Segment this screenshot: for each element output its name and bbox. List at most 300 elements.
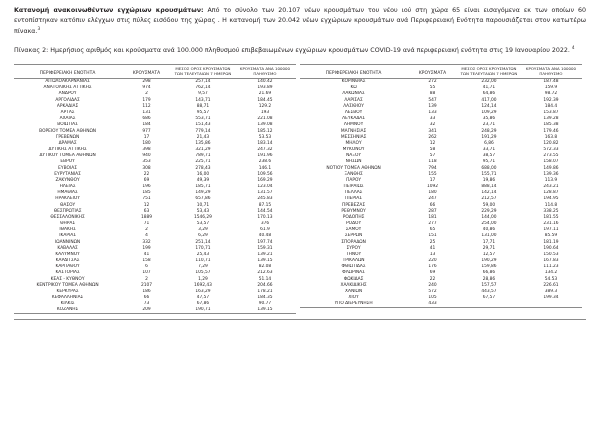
cell-region: ΡΟΔΟΥ <box>346 221 362 227</box>
cell-region: ΚΩ <box>350 85 357 91</box>
cell-per100k: 54.53 <box>544 276 558 282</box>
cell-region: ΑΙΤΩΛΟΑΚΑΡΝΑΝΙΑΣ <box>45 79 90 85</box>
cell-per100k: 139.15 <box>257 258 273 264</box>
cell-avg7: 38,57 <box>482 153 496 159</box>
cell-per100k: 21.69 <box>258 91 272 97</box>
cell-cases: 57 <box>429 153 436 159</box>
cell-avg7: 149,29 <box>195 190 211 196</box>
cell-avg7: 185,71 <box>195 184 211 190</box>
cell-avg7: 124,14 <box>481 103 497 109</box>
cell-avg7: 16,00 <box>196 171 210 177</box>
cell-region: ΜΗΛΟΥ <box>345 140 362 146</box>
cell-avg7: 19,86 <box>482 177 496 183</box>
cell-region: ΣΑΜΟΥ <box>345 227 362 233</box>
cell-avg7: 888,14 <box>481 184 497 190</box>
cell-avg7: 109,29 <box>481 109 497 115</box>
cell-cases: 22 <box>143 171 150 177</box>
cell-cases: 151 <box>428 233 437 239</box>
cell-avg7: 105,57 <box>195 270 211 276</box>
cell-cases: 298 <box>142 79 151 85</box>
header-cases: ΚΡΟΥΣΜΑΤΑ <box>407 66 458 78</box>
cell-per100k: 204.66 <box>257 282 273 288</box>
cell-avg7: 143,71 <box>195 97 211 103</box>
intro-footnote-marker: 3 <box>37 25 41 31</box>
cell-cases: 4 <box>145 233 148 239</box>
cell-avg7: 278,43 <box>195 165 211 171</box>
cell-region: ΚΟΡΙΝΘΙΑΣ <box>341 79 366 85</box>
cell-cases: 65 <box>429 227 436 233</box>
cell-region: ΤΡΙΚΑΛΩΝ <box>342 258 365 264</box>
cell-per100k: 184.4 <box>544 103 558 109</box>
cell-region: ΚΙΛΚΙΣ <box>60 301 75 307</box>
cell-region: ΑΝΔΡΟΥ <box>58 91 77 97</box>
cell-avg7: 1546,29 <box>193 214 212 220</box>
header-per100k-line2: ΠΛΗΘΥΣΜΟ <box>253 71 277 77</box>
header-cases: ΚΡΟΥΣΜΑΤΑ <box>121 66 172 78</box>
cell-per100k: 163.8 <box>544 134 558 140</box>
cell-avg7: 155,71 <box>481 171 497 177</box>
cell-cases: 41 <box>429 245 436 251</box>
table-caption-text: Πίνακας 2: Ημερήσιος αριθμός και κρούσματα ανά 100.000 πληθυσμού επιβεβαιωμένων εγχώριων κρουσμάτων COVID-19 ανά περιφερειακή ενότητα στις 19 Ιανουαρίου 2022. <box>14 47 572 55</box>
regional-cases-table-right <box>300 66 582 308</box>
cell-avg7: 254,00 <box>481 221 497 227</box>
cell-per100k: 243.21 <box>543 184 559 190</box>
table-row <box>300 301 582 308</box>
cell-avg7: 17,71 <box>482 239 496 245</box>
cell-cases: 105 <box>428 295 437 301</box>
cell-per100k: 159.9 <box>544 85 558 91</box>
cell-region: ΣΥΡΟΥ <box>346 245 361 251</box>
cell-region: ΔΥΤΙΚΟΥ ΤΟΜΕΑ ΑΘΗΝΩΝ <box>39 153 96 159</box>
cell-per100k: 197.11 <box>543 227 559 233</box>
cell-cases: 12 <box>429 140 436 146</box>
cell-per100k: 167.83 <box>543 258 559 264</box>
cell-avg7 <box>458 301 520 308</box>
cell-cases: 6 <box>145 264 148 270</box>
cell-per100k: 131.57 <box>257 190 273 196</box>
cell-per100k: 247.32 <box>257 147 273 153</box>
cell-region: ΠΙΕΡΙΑΣ <box>345 196 363 202</box>
cell-cases: 32 <box>429 122 436 128</box>
cell-avg7: 553,71 <box>195 116 211 122</box>
cell-region: ΕΒΡΟΥ <box>60 159 75 165</box>
cell-region: ΙΚΑΡΙΑΣ <box>59 233 76 239</box>
cell-avg7: 12,57 <box>482 251 496 257</box>
header-avg7 <box>458 66 520 78</box>
cell-avg7: 33,71 <box>482 147 496 153</box>
cell-avg7: 28,86 <box>482 276 496 282</box>
cell-cases: 262 <box>428 134 437 140</box>
cell-avg7: 41,71 <box>482 85 496 91</box>
cell-avg7: 257,14 <box>195 79 211 85</box>
cell-avg7: 762,14 <box>195 85 211 91</box>
cell-cases: 341 <box>428 128 437 134</box>
cell-per100k: 238.6 <box>258 159 272 165</box>
cell-cases: 199 <box>142 245 151 251</box>
cell-avg7: 53,57 <box>196 221 210 227</box>
cell-cases: 398 <box>142 147 151 153</box>
cell-region: ΡΟΔΟΠΗΣ <box>342 214 365 220</box>
cell-avg7: 64,86 <box>482 91 496 97</box>
cell-per100k <box>520 301 582 308</box>
cell-per100k: 98.72 <box>544 91 558 97</box>
cell-avg7: 1,29 <box>198 276 208 282</box>
right-table-head <box>300 66 582 78</box>
cell-region: ΠΕΙΡΑΙΩΣ <box>343 184 364 190</box>
cell-cases: 118 <box>428 159 437 165</box>
table-row <box>14 78 296 85</box>
cell-cases: 133 <box>428 109 437 115</box>
cell-cases: 185 <box>142 190 151 196</box>
left-table-head <box>14 66 296 78</box>
cell-cases: 1092 <box>427 184 439 190</box>
cell-avg7: 191,29 <box>481 134 497 140</box>
cell-region: ΒΟΙΩΤΙΑΣ <box>57 122 78 128</box>
cell-avg7: 131,00 <box>481 233 497 239</box>
cell-avg7: 9,57 <box>198 91 208 97</box>
cell-avg7: 159,86 <box>481 264 497 270</box>
cell-region: ΦΩΚΙΔΑΣ <box>343 276 364 282</box>
cell-region: ΚΑΣΤΟΡΙΑΣ <box>55 270 80 276</box>
cell-avg7: 6,29 <box>198 233 208 239</box>
cell-avg7: 157,57 <box>481 282 497 288</box>
cell-avg7: 6,86 <box>484 140 494 146</box>
cell-avg7: 67,86 <box>196 301 210 307</box>
cell-avg7: 789,71 <box>195 153 211 159</box>
cell-per100k: 128.87 <box>543 190 559 196</box>
cell-avg7: 110,71 <box>195 258 211 264</box>
cell-cases: 940 <box>142 153 151 159</box>
caption-footnote-marker: 4 <box>571 45 575 51</box>
cell-per100k: 139.36 <box>543 171 559 177</box>
cell-avg7: 59,00 <box>482 202 496 208</box>
cell-region: ΦΘΙΩΤΙΔΑΣ <box>341 264 366 270</box>
cell-cases: 272 <box>428 79 437 85</box>
cell-per100k: 193 <box>260 109 270 115</box>
table-row <box>300 78 582 85</box>
cell-per100k: 221.08 <box>257 116 273 122</box>
cell-region: ΛΕΥΚΑΔΑΣ <box>342 116 366 122</box>
header-avg7-line2: ΤΩΝ ΤΕΛΕΥΤΑΙΩΝ 7 ΗΜΕΡΩΝ <box>174 71 232 77</box>
cell-region: ΑΧΑΪΑΣ <box>59 116 76 122</box>
cell-per100k: 184.35 <box>257 295 273 301</box>
cell-region: ΚΑΡΔΙΤΣΑΣ <box>55 258 80 264</box>
cell-region: ΖΑΚΥΝΘΟΥ <box>55 177 80 183</box>
header-per100k <box>234 66 296 78</box>
cell-region: ΧΑΝΙΩΝ <box>345 288 363 294</box>
cell-cases: 1889 <box>141 214 153 220</box>
cell-region: ΕΥΡΥΤΑΝΙΑΣ <box>54 171 81 177</box>
cell-per100k: 146.1 <box>258 165 272 171</box>
cell-per100k: 139.08 <box>257 122 273 128</box>
cell-avg7: 657,86 <box>195 196 211 202</box>
cell-per100k: 82.08 <box>258 264 272 270</box>
cell-cases: 181 <box>428 214 437 220</box>
cell-region: ΜΑΓΝΗΣΙΑΣ <box>340 128 367 134</box>
cell-avg7: 3,29 <box>198 227 208 233</box>
cell-cases: 220 <box>428 258 437 264</box>
cell-region: ΤΗΝΟΥ <box>345 251 362 257</box>
cell-per100k: 170.13 <box>257 214 273 220</box>
cell-avg7: 170,71 <box>195 245 211 251</box>
cell-avg7: 190,71 <box>172 307 234 314</box>
cell-per100k: 159.31 <box>257 245 273 251</box>
left-table-wrapper <box>14 64 300 314</box>
cell-per100k: 185.38 <box>543 122 559 128</box>
cell-region: ΘΕΣΠΡΩΤΙΑΣ <box>53 208 82 214</box>
cell-per100k: 190.64 <box>543 245 559 251</box>
cell-per100k: 376 <box>260 221 270 227</box>
cell-region: ΜΕΣΣΗΝΙΑΣ <box>340 134 367 140</box>
cell-avg7: 95,71 <box>482 159 496 165</box>
cell-cases: 2 <box>145 227 148 233</box>
cell-cases: 107 <box>142 270 151 276</box>
cell-cases: 2 <box>145 91 148 97</box>
cell-cases: 287 <box>428 208 437 214</box>
cell-avg7: 248,29 <box>481 128 497 134</box>
cell-region: ΘΗΡΑΣ <box>60 221 76 227</box>
cell-per100k: 153.87 <box>543 109 559 115</box>
cell-avg7: 190,29 <box>481 258 497 264</box>
cell-cases: 186 <box>142 288 151 294</box>
cell-per100k: 123.04 <box>257 184 273 190</box>
cell-cases: 686 <box>142 116 151 122</box>
header-per100k-line1: ΚΡΟΥΣΜΑΤΑ ΑΝΑ 100000 <box>525 66 577 72</box>
cell-per100k: 192.39 <box>543 97 559 103</box>
tables-container <box>14 64 586 314</box>
cell-avg7: 779,14 <box>195 128 211 134</box>
cell-per100k: 245.83 <box>257 196 273 202</box>
cell-cases: 547 <box>428 97 437 103</box>
cell-region: ΙΘΑΚΗΣ <box>59 227 76 233</box>
header-avg7-line2: ΤΩΝ ΤΕΛΕΥΤΑΙΩΝ 7 ΗΜΕΡΩΝ <box>460 71 518 77</box>
cell-region: ΠΡΕΒΕΖΑΣ <box>342 202 366 208</box>
cell-region: ΛΑΚΩΝΙΑΣ <box>342 91 365 97</box>
cell-per100k: 183.14 <box>257 140 273 146</box>
cell-region: ΠΕΛΛΑΣ <box>344 190 363 196</box>
regional-cases-table-left <box>14 66 296 314</box>
cell-avg7: 40,86 <box>482 227 496 233</box>
cell-avg7: 66,86 <box>482 270 496 276</box>
cell-region: ΦΛΩΡΙΝΑΣ <box>342 270 365 276</box>
cell-per100k: 191.96 <box>257 153 273 159</box>
cell-avg7: 232,00 <box>481 79 497 85</box>
cell-cases: 69 <box>143 177 150 183</box>
cell-cases: 977 <box>142 128 151 134</box>
cell-cases: 17 <box>143 134 150 140</box>
cell-cases: 22 <box>429 276 436 282</box>
cell-region: ΝΟΤΙΟΥ ΤΟΜΕΑ ΑΘΗΝΩΝ <box>326 165 381 171</box>
cell-avg7: 443,57 <box>481 288 497 294</box>
cell-avg7: 53,43 <box>196 208 210 214</box>
cell-region: ΞΑΝΘΗΣ <box>344 171 363 177</box>
cell-per100k: 87.15 <box>258 202 272 208</box>
cell-region: ΝΑΞΟΥ <box>346 153 362 159</box>
cell-region: ΑΡΤΑΣ <box>60 109 75 115</box>
cell-per100k: 111.23 <box>543 264 559 270</box>
cell-cases: 332 <box>142 239 151 245</box>
cell-cases: 184 <box>142 122 151 128</box>
cell-avg7: 225,71 <box>195 159 211 165</box>
cell-region: ΚΑΒΑΛΑΣ <box>57 245 78 251</box>
cell-cases: 196 <box>142 184 151 190</box>
cell-cases: 433 <box>407 301 458 308</box>
cell-region: ΜΥΚΟΝΟΥ <box>342 147 365 153</box>
cell-region: ΚΑΡΠΑΘΟΥ <box>55 264 80 270</box>
cell-per100k: 114.8 <box>544 202 558 208</box>
cell-cases: 572 <box>428 288 437 294</box>
cell-per100k: 139.21 <box>257 251 273 257</box>
cell-avg7: 142,14 <box>481 190 497 196</box>
cell-avg7: 144,00 <box>481 214 497 220</box>
cell-per100k: 158.07 <box>543 159 559 165</box>
cell-region: ΑΡΚΑΔΙΑΣ <box>56 103 79 109</box>
cell-per100k: 197.74 <box>257 239 273 245</box>
header-region: ΠΕΡΙΦΕΡΕΙΑΚΗ ΕΝΟΤΗΤΑ <box>14 66 121 78</box>
cell-per100k: 338.25 <box>543 208 559 214</box>
cell-per100k: 181.55 <box>543 214 559 220</box>
cell-region: ΚΕΑΣ - ΚΥΘΝΟΥ <box>50 276 85 282</box>
cell-per100k: 194.95 <box>543 196 559 202</box>
cell-region: ΧΑΛΚΙΔΙΚΗΣ <box>340 282 367 288</box>
cell-avg7: 95,57 <box>196 109 210 115</box>
cell-region: ΚΕΝΤΡΙΚΟΥ ΤΟΜΕΑ ΑΘΗΝΩΝ <box>36 282 99 288</box>
cell-per100k: 139.28 <box>543 116 559 122</box>
cell-region: ΥΠΟ ΔΙΕΡΕΥΝΗΣΗ <box>300 301 407 308</box>
right-table-wrapper <box>300 64 586 314</box>
cell-avg7: 417,00 <box>481 97 497 103</box>
cell-avg7: 688,00 <box>481 165 497 171</box>
header-per100k-line1: ΚΡΟΥΣΜΑΤΑ ΑΝΑ 100000 <box>239 66 291 72</box>
left-header-row <box>14 66 296 78</box>
cell-per100k: 178.21 <box>257 288 273 294</box>
cell-cases: 88 <box>429 91 436 97</box>
cell-region: ΒΟΡΕΙΟΥ ΤΟΜΕΑ ΑΘΗΝΩΝ <box>39 128 97 134</box>
left-table-body <box>14 78 296 314</box>
right-table-body <box>300 78 582 307</box>
cell-per100k: 389.3 <box>544 288 558 294</box>
cell-avg7: 10,71 <box>196 202 210 208</box>
cell-cases: 25 <box>429 239 436 245</box>
intro-body: Από το σύνολο των 20.107 νέων κρουσμάτων του νέου ιού στη χώρα 65 είναι εισαγόμενα εκ των οποίων 60 εντοπίστηκαν κατόπιν ελέγχων στις πύλες εισόδου της χώρας . Η κατανομή των 20.042 νέων εγχώριων κρουσμάτων ανά Περιφερειακή Ενότητα παρουσιάζεται στον κατωτέρω πίνακα. <box>14 7 586 35</box>
cell-region: ΔΡΑΜΑΣ <box>58 140 77 146</box>
cell-region: ΡΕΘΥΜΝΟΥ <box>341 208 366 214</box>
cell-cases: 155 <box>428 171 437 177</box>
cell-cases: 13 <box>429 251 436 257</box>
cell-avg7: 321,29 <box>195 147 211 153</box>
cell-region: ΑΡΓΟΛΙΔΑΣ <box>55 97 80 103</box>
cell-region: ΗΛΕΙΑΣ <box>59 184 76 190</box>
cell-cases: 139 <box>428 103 437 109</box>
cell-avg7: 7,29 <box>198 264 208 270</box>
page-bottom-rule <box>14 319 586 320</box>
cell-cases: 58 <box>429 147 436 153</box>
cell-cases: 179 <box>142 97 151 103</box>
cell-region: ΚΕΦΑΛΛΗΝΙΑΣ <box>51 295 84 301</box>
cell-cases: 180 <box>428 190 437 196</box>
cell-cases: 974 <box>142 85 151 91</box>
cell-avg7: 163,29 <box>195 288 211 294</box>
cell-cases: 12 <box>143 202 150 208</box>
cell-cases: 180 <box>142 140 151 146</box>
cell-avg7: 35,86 <box>482 116 496 122</box>
header-per100k <box>520 66 582 78</box>
cell-per100k: 187.48 <box>543 79 559 85</box>
right-header-row <box>300 66 582 78</box>
cell-region: ΘΕΣΣΑΛΟΝΙΚΗΣ <box>50 214 85 220</box>
cell-avg7: 25,43 <box>196 251 210 257</box>
header-per100k-line2: ΠΛΗΘΥΣΜΟ <box>539 71 563 77</box>
cell-region: ΓΡΕΒΕΝΩΝ <box>55 134 80 140</box>
cell-avg7: 1692,43 <box>193 282 212 288</box>
cell-per100k: 149.86 <box>543 165 559 171</box>
cell-avg7: 212,57 <box>481 196 497 202</box>
cell-cases: 794 <box>428 165 437 171</box>
cell-per100k: 185.12 <box>257 128 273 134</box>
left-table-top-rule <box>14 64 296 65</box>
header-avg7-line1: ΜΕΣΟΣ ΟΡΟΣ ΚΡΟΥΣΜΑΤΩΝ <box>461 66 517 72</box>
cell-cases: 55 <box>429 85 436 91</box>
cell-cases: 41 <box>143 251 150 257</box>
cell-region: ΘΑΣΟΥ <box>59 202 76 208</box>
cell-per100k: 40.48 <box>258 233 272 239</box>
cell-per100k: 273.55 <box>543 153 559 159</box>
right-table-top-rule <box>300 64 582 65</box>
cell-avg7: 47,57 <box>196 295 210 301</box>
cell-per100k: 139.15 <box>234 307 296 314</box>
cell-cases: 209 <box>121 307 172 314</box>
cell-per100k: 53.53 <box>258 134 272 140</box>
intro-paragraph <box>14 6 586 36</box>
cell-per100k: 51.14 <box>258 276 272 282</box>
cell-region: ΣΠΟΡΑΔΩΝ <box>341 239 366 245</box>
cell-cases: 751 <box>142 196 151 202</box>
cell-avg7: 88,71 <box>196 103 210 109</box>
cell-avg7: 251,14 <box>195 239 211 245</box>
cell-region: ΝΗΣΩΝ <box>345 159 362 165</box>
header-avg7 <box>172 66 234 78</box>
cell-per100k: 193.89 <box>257 85 273 91</box>
cell-per100k: 120.82 <box>543 140 559 146</box>
cell-cases: 158 <box>142 258 151 264</box>
cell-per100k: 140.42 <box>257 79 273 85</box>
cell-avg7: 67,57 <box>482 295 496 301</box>
cell-cases: 63 <box>143 208 150 214</box>
cell-per100k: 113.9 <box>544 177 558 183</box>
cell-per100k: 199.34 <box>543 295 559 301</box>
cell-cases: 2107 <box>141 282 153 288</box>
cell-avg7: 49,39 <box>196 177 210 183</box>
cell-per100k: 181.19 <box>543 239 559 245</box>
cell-avg7: 21,43 <box>196 134 210 140</box>
cell-cases: 308 <box>142 165 151 171</box>
cell-region: ΛΑΣΙΘΙΟΥ <box>343 103 364 109</box>
cell-cases: 247 <box>428 196 437 202</box>
cell-region: ΔΥΤΙΚΗΣ ΑΤΤΙΚΗΣ <box>48 147 87 153</box>
cell-cases: 353 <box>142 159 151 165</box>
cell-region: ΣΕΡΡΩΝ <box>344 233 363 239</box>
cell-per100k: 61.9 <box>260 227 270 233</box>
cell-cases: 240 <box>428 282 437 288</box>
cell-region: ΛΗΜΝΟΥ <box>343 122 364 128</box>
cell-region: ΕΥΒΟΙΑΣ <box>58 165 77 171</box>
cell-cases: 112 <box>142 103 151 109</box>
header-region: ΠΕΡΙΦΕΡΕΙΑΚΗ ΕΝΟΤΗΤΑ <box>300 66 407 78</box>
cell-per100k: 90.77 <box>258 301 272 307</box>
cell-per100k: 134.2 <box>544 270 558 276</box>
cell-region: ΗΡΑΚΛΕΙΟΥ <box>55 196 80 202</box>
cell-avg7: 229,29 <box>481 208 497 214</box>
